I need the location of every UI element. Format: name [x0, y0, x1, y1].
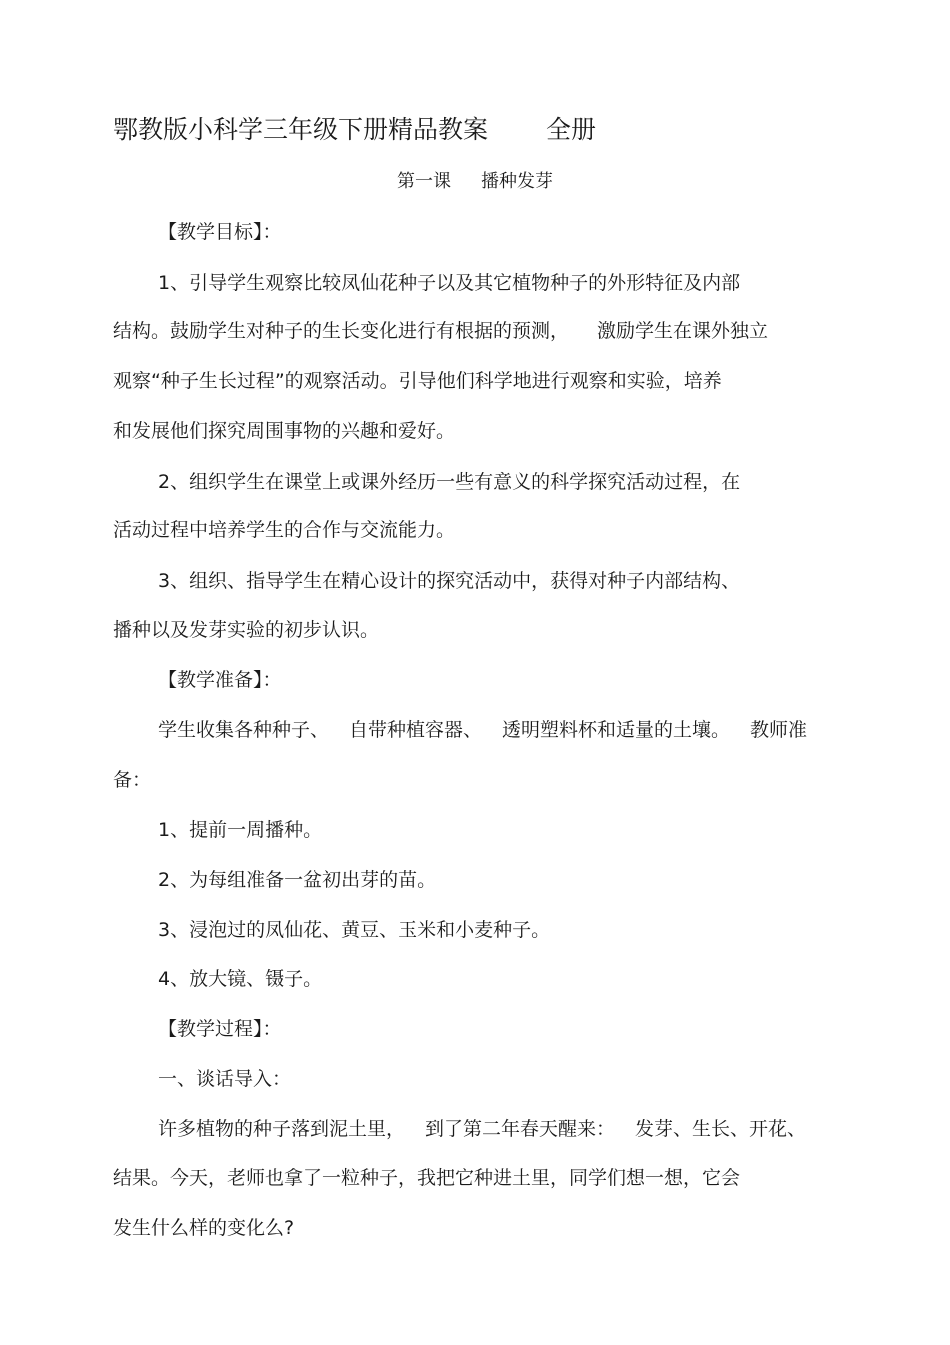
prep-line2: 备：	[113, 769, 152, 791]
prep-seg4: 教师准	[750, 719, 808, 741]
goal1-line3: 观察“种子生长过程”的观察活动。引导他们科学地进行观察和实验，培养	[113, 370, 722, 392]
teacher-item: 3、浸泡过的凤仙花、黄豆、玉米和小麦种子。	[158, 919, 551, 941]
teacher-item: 4、放大镜、镊子。	[158, 968, 323, 990]
goal1-line1: 1、引导学生观察比较凤仙花种子以及其它植物种子的外形特征及内部	[158, 272, 741, 294]
prep-heading: 【教学准备】：	[158, 669, 282, 691]
teacher-item: 2、为每组准备一盆初出芽的苗。	[158, 869, 437, 891]
intro-seg1: 许多植物的种子落到泥土里，	[158, 1118, 406, 1140]
intro-line3: 发生什么样的变化么?	[113, 1217, 295, 1239]
intro-line1	[158, 1114, 806, 1144]
lesson-name: 播种发芽	[481, 171, 553, 192]
lesson-number: 第一课	[397, 171, 451, 192]
goal3-line2: 播种以及发芽实验的初步认识。	[113, 619, 380, 641]
goal1-line2a: 结构。鼓励学生对种子的生长变化进行有根据的预测，	[113, 320, 570, 342]
goal1-line2b: 激励学生在课外独立	[597, 320, 769, 342]
goal2-line1: 2、组织学生在课堂上或课外经历一些有意义的科学探究活动过程，在	[158, 471, 741, 493]
goal2-line2: 活动过程中培养学生的合作与交流能力。	[113, 519, 456, 541]
section1-heading: 一、谈话导入：	[158, 1068, 292, 1090]
goals-heading: 【教学目标】：	[158, 221, 282, 243]
prep-seg1: 学生收集各种种子、	[158, 719, 330, 741]
lesson-title	[0, 168, 950, 196]
prep-line1	[158, 715, 807, 745]
document-title	[113, 113, 596, 147]
title-main: 鄂教版小科学三年级下册精品教案	[113, 115, 489, 144]
intro-seg2: 到了第二年春天醒来：	[425, 1118, 616, 1140]
goal3-line1: 3、组织、指导学生在精心设计的探究活动中，获得对种子内部结构、	[158, 570, 741, 592]
teacher-item: 1、提前一周播种。	[158, 819, 323, 841]
intro-seg3: 发芽、生长、开花、	[635, 1118, 807, 1140]
intro-line2: 结果。今天，老师也拿了一粒种子，我把它种进土里，同学们想一想，它会	[113, 1167, 741, 1189]
title-suffix: 全册	[546, 115, 597, 144]
goal1-line4: 和发展他们探究周围事物的兴趣和爱好。	[113, 420, 456, 442]
goal1-line2	[113, 316, 768, 346]
prep-seg3: 透明塑料杯和适量的土壤。	[502, 719, 731, 741]
process-heading: 【教学过程】：	[158, 1018, 282, 1040]
prep-seg2: 自带种植容器、	[349, 719, 483, 741]
